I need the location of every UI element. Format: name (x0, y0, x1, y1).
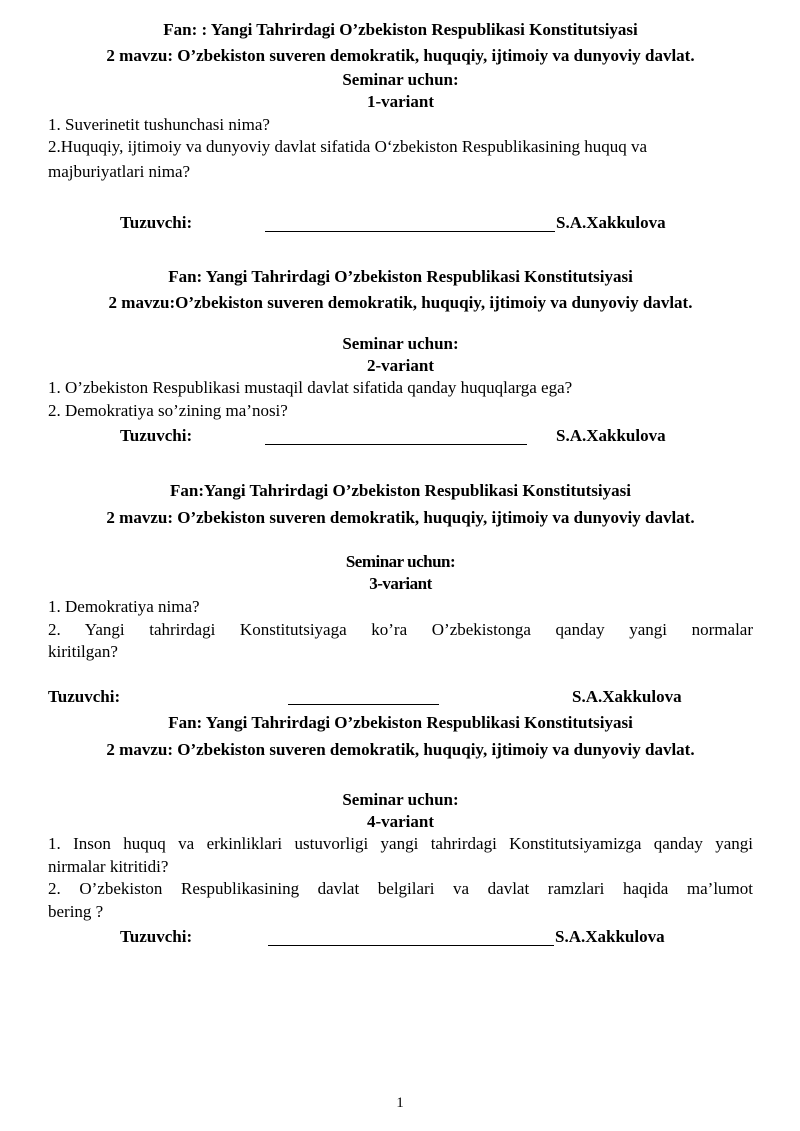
question-2-line-2: kiritilgan? (48, 642, 118, 661)
topic-title: 2 mavzu: O’zbekiston suveren demokratik, huquqiy, ijtimoiy va dunyoviy davlat. (106, 740, 695, 759)
seminar-heading: Seminar uchun: (345, 552, 456, 571)
signature-line (265, 444, 527, 445)
question-2-line-1: 2. Yangi tahrirdagi Konstitutsiyaga ko’ra O’zbekistonga qanday yangi normalar (48, 620, 753, 639)
question-2: 2. Demokratiya so’zining ma’nosi? (48, 401, 288, 420)
compiler-label: Tuzuvchi: (120, 213, 193, 232)
question-2-line-2: majburiyatlari nima? (48, 162, 191, 181)
variant-heading: 4-variant (366, 812, 435, 831)
author-name: S.A.Xakkulova (555, 927, 665, 946)
signature-line (288, 704, 439, 705)
seminar-heading: Seminar uchun: (342, 70, 459, 89)
compiler-label: Tuzuvchi: (48, 687, 121, 706)
signature-line (268, 945, 554, 946)
compiler-label: Tuzuvchi: (120, 927, 193, 946)
variant-heading: 1-variant (366, 92, 435, 111)
topic-title: 2 mavzu: O’zbekiston suveren demokratik, huquqiy, ijtimoiy va dunyoviy davlat. (106, 508, 695, 527)
compiler-label: Tuzuvchi: (120, 426, 193, 445)
variant-heading: 2-variant (366, 356, 435, 375)
subject-title: Fan: Yangi Tahrirdagi O’zbekiston Respublikasi Konstitutsiyasi (168, 713, 633, 732)
topic-title: 2 mavzu:O’zbekiston suveren demokratik, huquqiy, ijtimoiy va dunyoviy davlat. (108, 293, 693, 312)
topic-title: 2 mavzu: O’zbekiston suveren demokratik, huquqiy, ijtimoiy va dunyoviy davlat. (106, 46, 695, 65)
question-1: 1. Demokratiya nima? (48, 597, 200, 616)
variant-heading: 3-variant (369, 574, 432, 593)
question-1: 1. O’zbekiston Respublikasi mustaqil davlat sifatida qanday huquqlarga ega? (48, 378, 573, 397)
seminar-heading: Seminar uchun: (342, 334, 459, 353)
question-2-line-1: 2. O’zbekiston Respublikasining davlat belgilari va davlat ramzlari haqida ma’lumot (48, 879, 753, 898)
seminar-heading: Seminar uchun: (342, 790, 459, 809)
question-1-line-1: 1. Inson huquq va erkinliklari ustuvorligi yangi tahrirdagi Konstitutsiyamizga qanday yangi (48, 834, 753, 853)
subject-title: Fan:Yangi Tahrirdagi O’zbekiston Respublikasi Konstitutsiyasi (169, 481, 631, 500)
page-number: 1 (396, 1095, 404, 1111)
author-name: S.A.Xakkulova (556, 426, 666, 445)
signature-line (265, 231, 555, 232)
question-1: 1. Suverinetit tushunchasi nima? (48, 115, 270, 134)
question-2-line-1: 2.Huquqiy, ijtimoiy va dunyoviy davlat sifatida O‘zbekiston Respublikasining huquq va (48, 137, 648, 156)
question-2-line-2: bering ? (48, 902, 104, 921)
subject-title: Fan: Yangi Tahrirdagi O’zbekiston Respublikasi Konstitutsiyasi (168, 267, 633, 286)
subject-title: Fan: : Yangi Tahrirdagi O’zbekiston Respublikasi Konstitutsiyasi (163, 20, 638, 39)
author-name: S.A.Xakkulova (556, 213, 666, 232)
author-name: S.A.Xakkulova (572, 687, 682, 706)
question-1-line-2: nirmalar kitritidi? (48, 857, 169, 876)
